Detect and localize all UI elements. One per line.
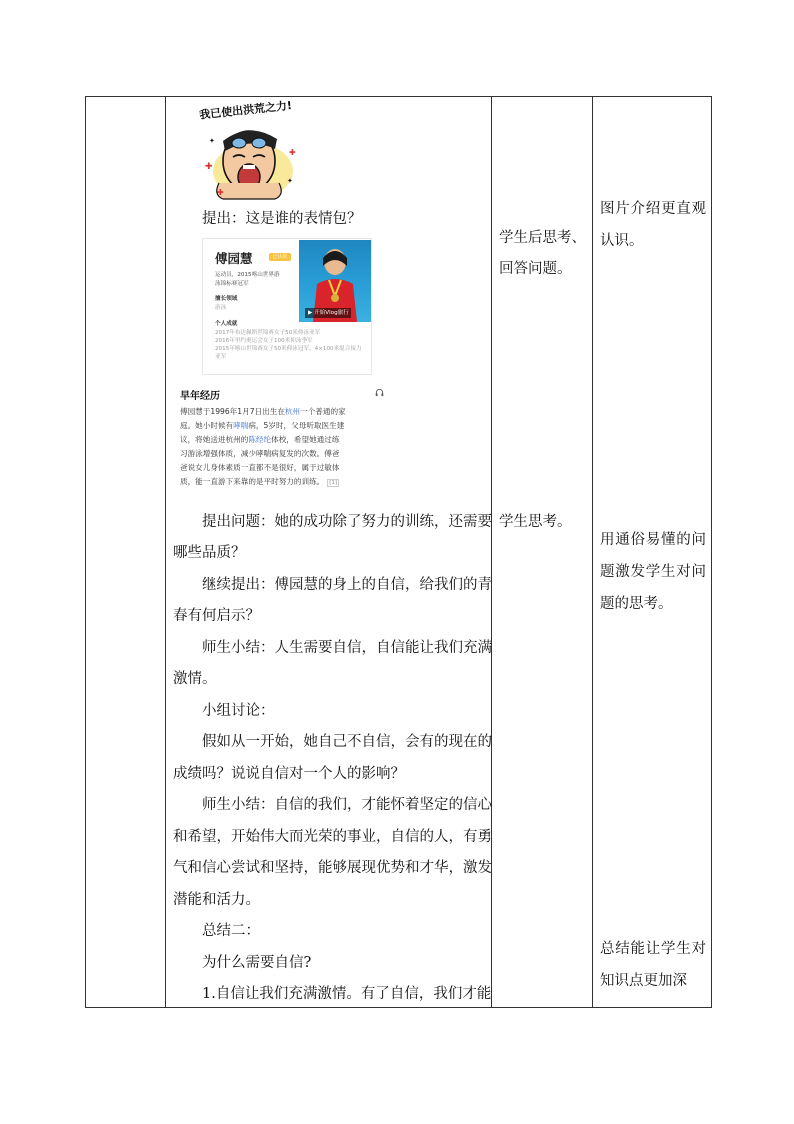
citation-marker[interactable]: [1] — [329, 480, 338, 486]
table-row — [86, 97, 712, 1008]
lesson-line: 1.自信让我们充满激情。有了自信，我们才能 — [202, 986, 492, 1002]
student-activity-cell — [492, 97, 593, 1008]
achievements-label: 个人成就 — [215, 321, 238, 327]
achievement-item: 亚军 — [215, 354, 227, 360]
design-intent-cell — [593, 97, 712, 1008]
lesson-plan-table — [85, 96, 712, 1008]
meme-cartoon-image — [193, 99, 315, 203]
teacher-activity-cell — [166, 97, 492, 1008]
lesson-line: 激情。 — [173, 671, 217, 687]
field-value: 游泳 — [215, 305, 227, 311]
athlete-photo — [299, 240, 371, 322]
achievement-item: 2015年喀山世锦赛女子50米仰泳冠军、4×100米混合接力 — [215, 346, 362, 352]
profile-name: 傅园慧 — [215, 251, 253, 266]
design-note: 总结能让学生对知识点更加深 — [600, 941, 706, 989]
lesson-line: 成绩吗？说说自信对一个人的影响？ — [173, 766, 405, 782]
svg-text:✚: ✚ — [217, 188, 224, 197]
profile-card — [202, 238, 372, 375]
lesson-line: 哪些品质？ — [173, 545, 246, 561]
bio-line: 习游泳增强体质，减少哮喘病复发的次数。傅爸 — [180, 449, 340, 458]
bio-link[interactable]: 杭州 — [284, 407, 301, 416]
lesson-line: 假如从一开始，她自己不自信，会有的现在的 — [202, 734, 492, 750]
lesson-line: 师生小结：自信的我们，才能怀着坚定的信心 — [202, 797, 492, 813]
lesson-line: 气和信心尝试和坚持，能够展现优势和才华，激发 — [173, 860, 492, 876]
student-activity-line: 学生思考。 — [499, 514, 572, 530]
design-note: 图片介绍更直观认识。 — [600, 201, 706, 249]
bio-line: 议，将她送进杭州的陈经纶体校，希望她通过练 — [180, 435, 340, 444]
lesson-line: 小组讨论： — [202, 703, 275, 719]
svg-text:✚: ✚ — [205, 162, 213, 172]
lesson-line: 总结二： — [202, 923, 260, 939]
bio-link[interactable]: 哮喘 — [233, 421, 249, 430]
headphones-icon — [375, 388, 384, 397]
achievement-item: 2016年里约奥运会女子100米仰泳季军 — [215, 338, 313, 344]
profile-desc-line: 运动员，2015喀山世界游 — [215, 272, 280, 278]
bio-line: 质，能一直游下来靠的是平时努力的训练。 [1] — [180, 477, 338, 486]
verified-badge: 已认证 — [269, 253, 291, 261]
bio-snippet — [180, 387, 386, 499]
bio-link[interactable]: 陈经纶 — [248, 435, 272, 444]
bio-line: 爸说女儿身体素质一直都不是很好，属于过敏体 — [180, 463, 340, 472]
lesson-line: 和希望，开始伟大而光荣的事业，自信的人，有勇 — [173, 829, 492, 845]
student-activity-line: 学生后思考、 — [499, 230, 586, 246]
bio-title: 早年经历 — [180, 391, 220, 402]
lesson-line: 师生小结：人生需要自信，自信能让我们充满 — [202, 640, 492, 656]
lesson-line: 继续提出：傅园慧的身上的自信，给我们的青 — [202, 577, 492, 593]
svg-text:✦: ✦ — [287, 177, 293, 185]
field-label: 擅长领域 — [215, 296, 238, 302]
lesson-line: 潜能和活力。 — [173, 892, 260, 908]
meme-caption: 我已使出洪荒之力! — [198, 99, 293, 122]
design-note: 用通俗易懂的问题激发学生对问题的思考。 — [600, 532, 706, 612]
lesson-line: 为什么需要自信? — [202, 955, 312, 971]
lesson-line: 提出问题：她的成功除了努力的训练，还需要 — [202, 514, 492, 530]
svg-text:✚: ✚ — [289, 148, 296, 157]
question-meme: 提出：这是谁的表情包？ — [202, 211, 362, 227]
profile-desc-line: 泳锦标赛冠军 — [215, 281, 249, 287]
achievement-item: 2017年布达佩斯世锦赛女子50米仰泳亚军 — [215, 330, 321, 336]
bio-line: 庭。她小时候有哮喘病，5岁时，父母听取医生建 — [180, 421, 345, 430]
bio-line: 傅园慧于1996年1月7日出生在杭州一个普通的家 — [180, 407, 346, 416]
student-activity-line: 回答问题。 — [499, 261, 572, 277]
stage-column-cell — [86, 97, 166, 1008]
svg-text:✦: ✦ — [209, 137, 215, 145]
lesson-line: 春有何启示？ — [173, 608, 260, 624]
vlog-tag: ▶ 开始Vlog旅行 — [305, 308, 351, 318]
